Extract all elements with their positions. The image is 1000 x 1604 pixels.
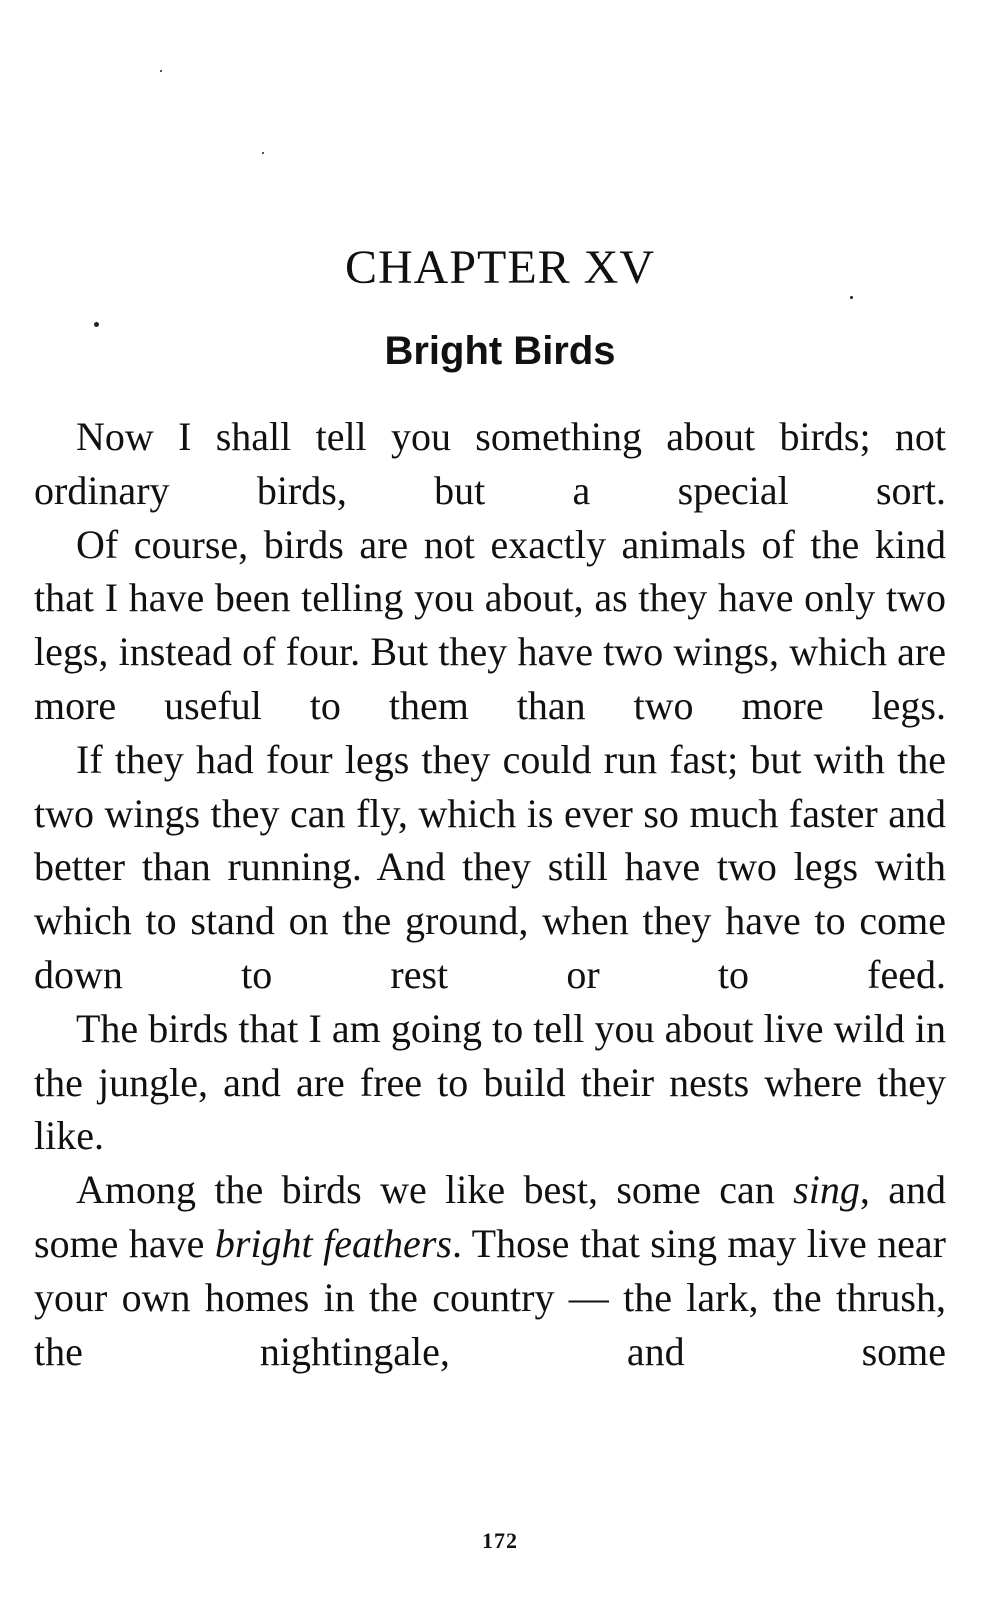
- chapter-heading: CHAPTER XV: [344, 241, 656, 294]
- paragraph-text: , and some have: [34, 1167, 946, 1266]
- italic-text: sing: [793, 1167, 860, 1213]
- paragraph: The birds that I am going to tell you about live wild in the jungle, and are free to build their nests where they like.: [34, 1005, 946, 1159]
- italic-text: bright feathers: [214, 1220, 452, 1266]
- body-text: [34, 410, 946, 1378]
- speck: [850, 296, 853, 299]
- paragraph-text: . Those that sing may live near your own homes in the country — the lark, the thrush, the nightingale, and some: [34, 1220, 946, 1374]
- paragraph: [34, 1163, 946, 1378]
- page-number: 172: [482, 1528, 518, 1553]
- paragraph-text: Among the birds we like best, some can: [76, 1167, 794, 1213]
- speck: [262, 152, 264, 154]
- paragraph: Of course, birds are not exactly animals of the kind that I have been telling you about, as they have only two legs, instead of four. But they have two wings, which are more useful to them than two more legs.: [34, 521, 946, 728]
- paragraph: Now I shall tell you something about birds; not ordinary birds, but a special sort.: [34, 414, 946, 513]
- chapter-title: Bright Birds: [384, 329, 616, 373]
- paragraph: If they had four legs they could run fast; but with the two wings they can fly, which is ever so much faster and better than running. And they still have two legs with which to stand on the ground, when they have to come down to rest or to feed.: [34, 736, 946, 997]
- speck: [160, 70, 162, 72]
